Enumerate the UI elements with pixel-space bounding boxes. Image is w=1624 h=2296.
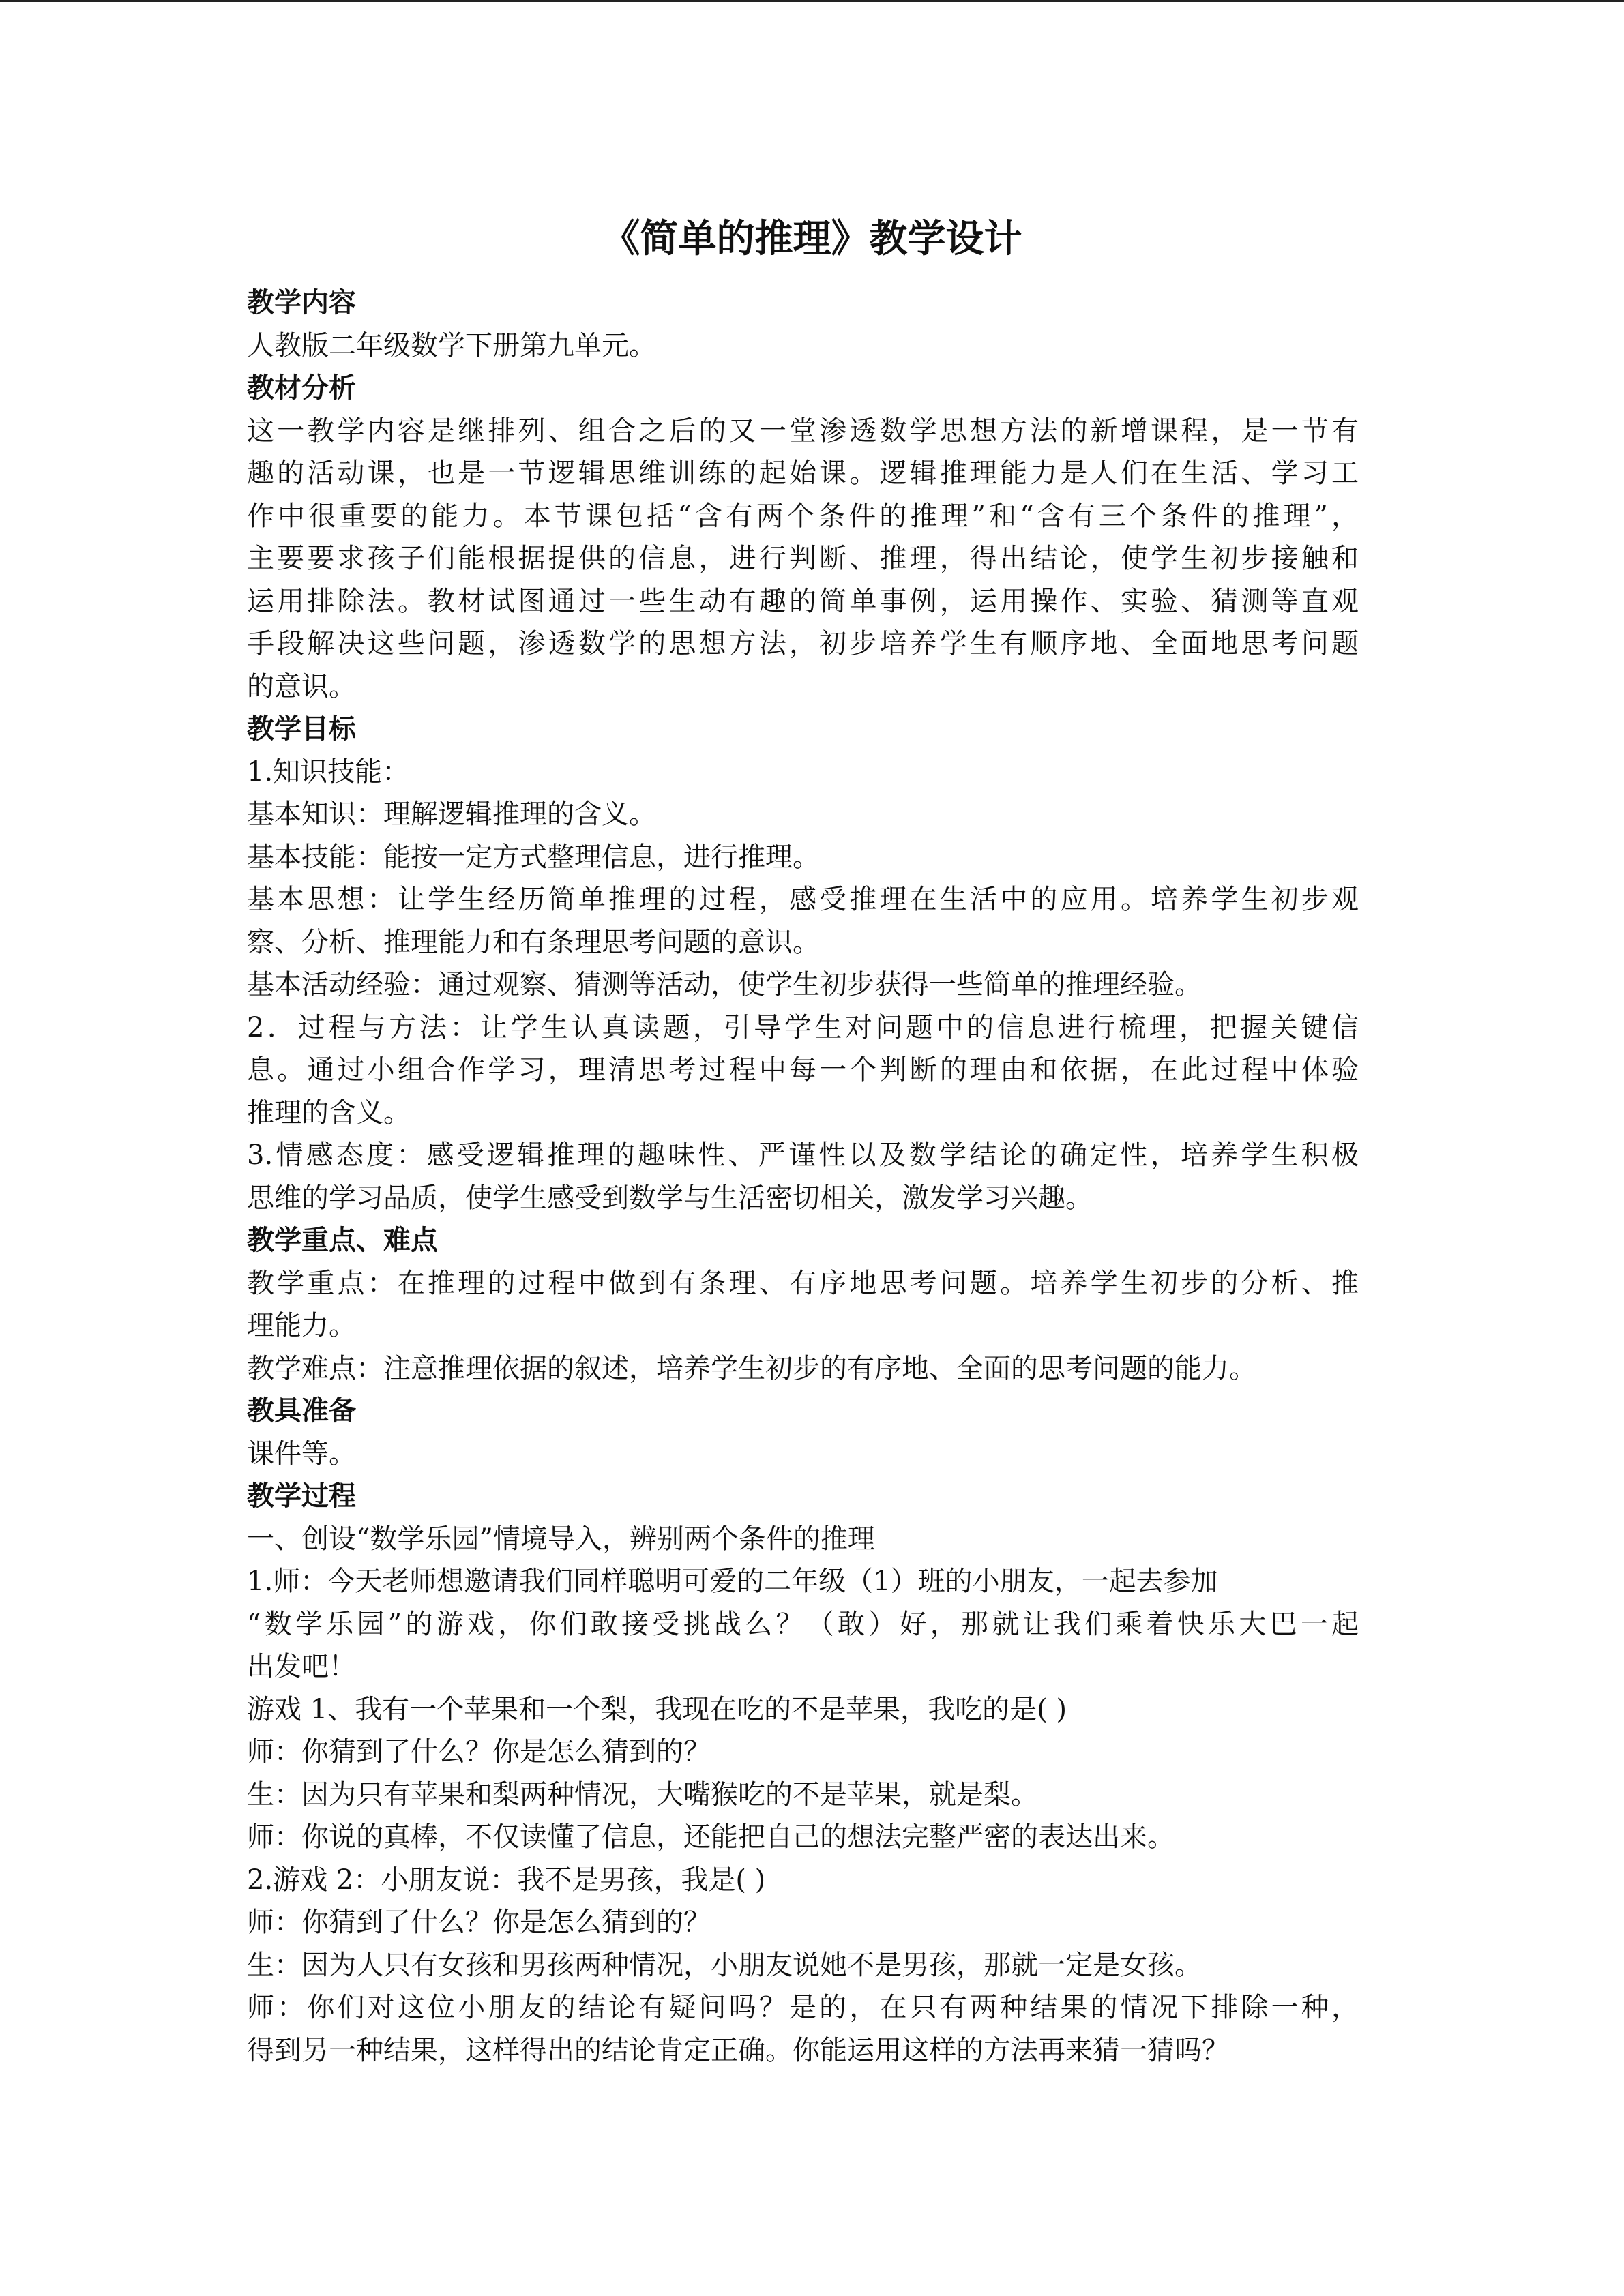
- body-text-line: 这一教学内容是继排列、组合之后的又一堂渗透数学思想方法的新增课程，是一节有: [247, 415, 1359, 447]
- document-title: 《简单的推理》教学设计: [602, 216, 1022, 261]
- body-text-line: 手段解决这些问题，渗透数学的思想方法，初步培养学生有顺序地、全面地思考问题: [247, 628, 1359, 659]
- body-text-line: 教学重点：在推理的过程中做到有条理、有序地思考问题。培养学生初步的分析、推: [247, 1267, 1359, 1299]
- body-text-line: 师：你们对这位小朋友的结论有疑问吗？是的，在只有两种结果的情况下排除一种，: [247, 1992, 1359, 2023]
- body-text-line: 游戏 1、我有一个苹果和一个梨，我现在吃的不是苹果，我吃的是( ): [247, 1693, 1067, 1725]
- body-text-line: 1.师：今天老师想邀请我们同样聪明可爱的二年级（1）班的小朋友，一起去参加: [247, 1566, 1218, 1597]
- body-text-line: 2．过程与方法：让学生认真读题，引导学生对问题中的信息进行梳理，把握关键信: [247, 1011, 1359, 1043]
- body-text-line: 1.知识技能：: [247, 756, 410, 788]
- body-text-line: 思维的学习品质，使学生感受到数学与生活密切相关，激发学习兴趣。: [247, 1182, 1093, 1214]
- body-text-line: 人教版二年级数学下册第九单元。: [247, 329, 656, 361]
- body-text-line: 息。通过小组合作学习，理清思考过程中每一个判断的理由和依据，在此过程中体验: [247, 1054, 1359, 1086]
- section-heading: 教学内容: [247, 287, 356, 318]
- body-text-line: 得到另一种结果，这样得出的结论肯定正确。你能运用这样的方法再来猜一猜吗？: [247, 2034, 1229, 2066]
- document-body: [247, 282, 1359, 2072]
- body-text-line: 作中很重要的能力。本节课包括“含有两个条件的推理”和“含有三个条件的推理”，: [247, 500, 1359, 532]
- body-text-line: 基本技能：能按一定方式整理信息，进行推理。: [247, 841, 820, 873]
- body-text-line: 运用排除法。教材试图通过一些生动有趣的简单事例，运用操作、实验、猜测等直观: [247, 585, 1359, 617]
- body-text-line: 一、创设“数学乐园”情境导入，辨别两个条件的推理: [247, 1523, 875, 1555]
- section-heading: 教学过程: [247, 1480, 356, 1512]
- section-heading: 教学重点、难点: [247, 1225, 438, 1256]
- body-text-line: 3.情感态度：感受逻辑推理的趣味性、严谨性以及数学结论的确定性，培养学生积极: [247, 1139, 1359, 1171]
- body-text-line: 出发吧！: [247, 1651, 356, 1682]
- body-text-line: 基本活动经验：通过观察、猜测等活动，使学生初步获得一些简单的推理经验。: [247, 969, 1202, 1000]
- body-text-line: 趣的活动课，也是一节逻辑思维训练的起始课。逻辑推理能力是人们在生活、学习工: [247, 458, 1359, 489]
- body-text-line: 师：你猜到了什么？你是怎么猜到的？: [247, 1736, 711, 1768]
- body-text-line: 教学难点：注意推理依据的叙述，培养学生初步的有序地、全面的思考问题的能力。: [247, 1352, 1256, 1384]
- body-text-line: 生：因为人只有女孩和男孩两种情况，小朋友说她不是男孩，那就一定是女孩。: [247, 1949, 1202, 1981]
- body-text-line: 生：因为只有苹果和梨两种情况，大嘴猴吃的不是苹果，就是梨。: [247, 1778, 1038, 1810]
- body-text-line: 主要要求孩子们能根据提供的信息，进行判断、推理，得出结论，使学生初步接触和: [247, 543, 1359, 574]
- body-text-line: 理能力。: [247, 1310, 356, 1341]
- body-text-line: 课件等。: [247, 1437, 356, 1470]
- body-text-line: 推理的含义。: [247, 1097, 411, 1129]
- body-text-line: 基本知识：理解逻辑推理的含义。: [247, 799, 656, 830]
- section-heading: 教材分析: [247, 372, 356, 404]
- body-text-line: 的意识。: [247, 670, 356, 702]
- body-text-line: 察、分析、推理能力和有条理思考问题的意识。: [247, 926, 820, 958]
- body-text-line: 基本思想：让学生经历简单推理的过程，感受推理在生活中的应用。培养学生初步观: [247, 884, 1359, 915]
- top-border-line: [0, 0, 1624, 2]
- body-text-line: “数学乐园”的游戏，你们敢接受挑战么？（敢）好，那就让我们乘着快乐大巴一起: [247, 1608, 1359, 1640]
- body-text-line: 师：你说的真棒，不仅读懂了信息，还能把自己的想法完整严密的表达出来。: [247, 1821, 1175, 1853]
- body-text-line: 2.游戏 2：小朋友说：我不是男孩，我是( ): [247, 1864, 766, 1896]
- section-heading: 教具准备: [247, 1395, 356, 1427]
- section-heading: 教学目标: [247, 713, 356, 745]
- body-text-line: 师：你猜到了什么？你是怎么猜到的？: [247, 1907, 711, 1938]
